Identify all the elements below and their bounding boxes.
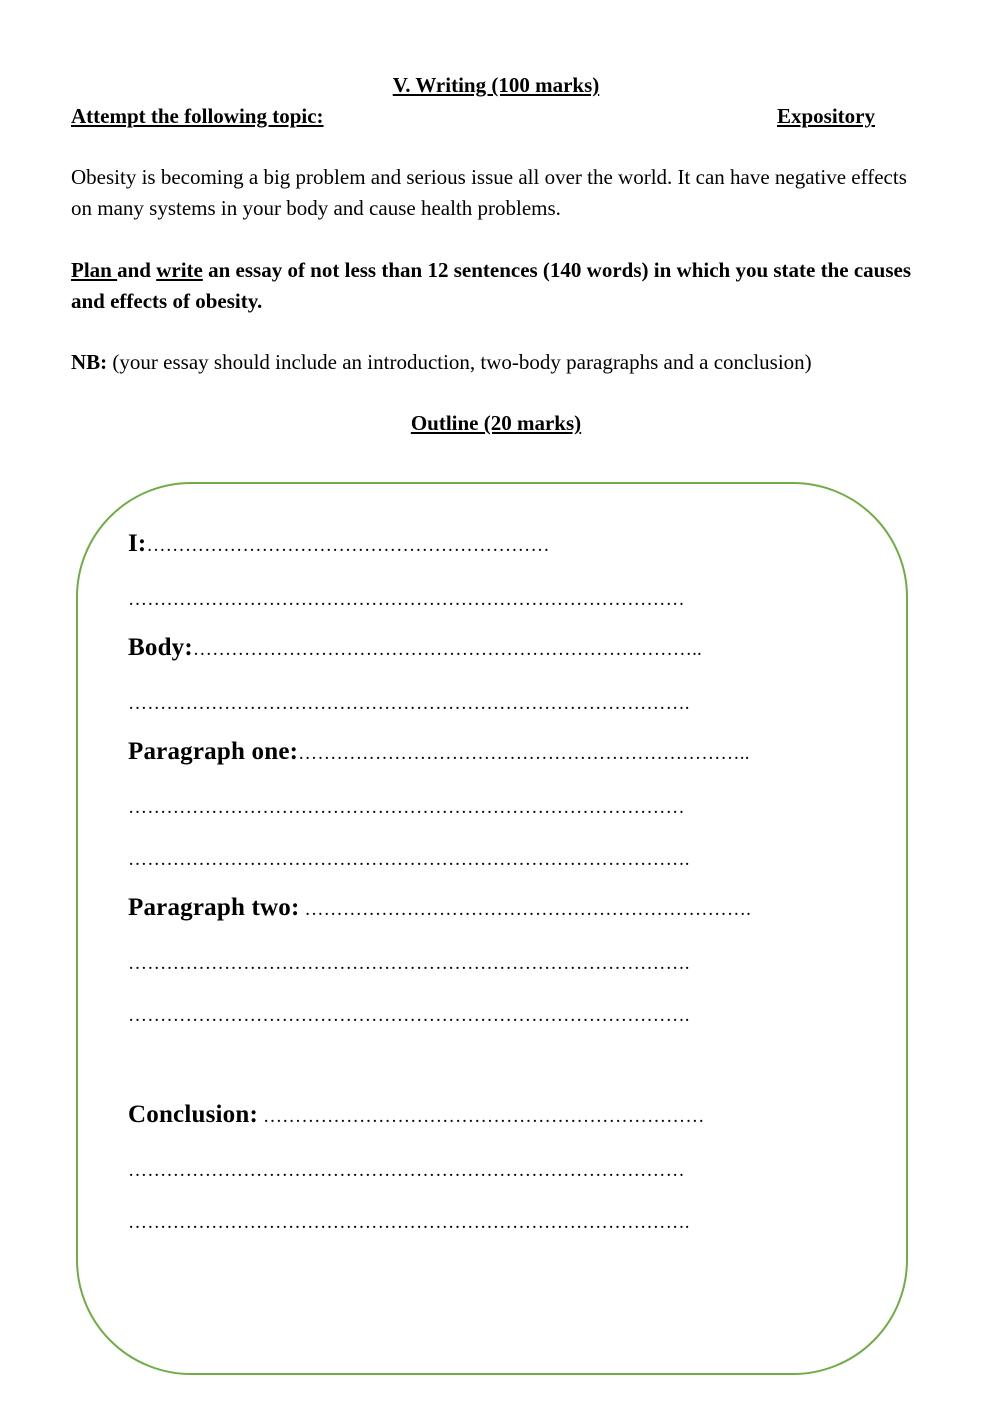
prompt-text: Obesity is becoming a big problem and serious issue all over the world. It can have negative effects on many systems in your body and cause health problems. (71, 165, 907, 220)
task-rest: an essay of not less than 12 sentences (140 words) in which you state the causes and effects of obesity. (71, 258, 912, 313)
intro-label: I: (128, 530, 147, 557)
task-write-word: write (156, 258, 203, 282)
paragraph-one-line-3[interactable] (128, 846, 868, 874)
intro-line-2[interactable] (128, 586, 868, 614)
intro-line[interactable] (128, 530, 868, 560)
paragraph-two-line-2[interactable] (128, 950, 868, 978)
conclusion-dots-3: ……………………………………………………………………………. (128, 1212, 690, 1233)
conclusion-dots-2: …………………………………………………………………………… (128, 1160, 685, 1181)
conclusion-label: Conclusion: (128, 1101, 259, 1128)
note-text: (your essay should include an introduction, two-body paragraphs and a conclusion) (107, 350, 812, 374)
conclusion-dots: …………………………………………………………… (258, 1106, 705, 1127)
outline-title: Outline (20 marks) (410, 411, 582, 435)
task-instruction (71, 255, 921, 317)
paragraph-one-dots-3: ……………………………………………………………………………. (128, 849, 690, 870)
task-plan-word: Plan (71, 258, 118, 282)
topic-row (71, 103, 875, 129)
topic-instruction: Attempt the following topic: (71, 104, 324, 128)
body-dots: …………………………………………………………………….. (192, 639, 703, 660)
paragraph-two-label: Paragraph two: (128, 894, 300, 921)
paragraph-one-line[interactable] (128, 738, 868, 768)
body-line[interactable] (128, 634, 868, 664)
paragraph-two-dots-2: ……………………………………………………………………………. (128, 953, 690, 974)
paragraph-two-line[interactable] (128, 894, 868, 924)
task-and-word: and (117, 258, 157, 282)
body-dots-2: ……………………………………………………………………………. (128, 693, 690, 714)
intro-dots: ……………………………………………………… (146, 535, 550, 556)
conclusion-line-2[interactable] (128, 1157, 868, 1185)
note (71, 347, 921, 378)
essay-type: Expository (776, 104, 875, 128)
paragraph-one-dots-2: …………………………………………………………………………… (128, 797, 685, 818)
intro-dots-2: …………………………………………………………………………… (128, 589, 685, 610)
body-label: Body: (128, 634, 193, 661)
paragraph-two-dots-3: ……………………………………………………………………………. (128, 1005, 690, 1026)
conclusion-line-3[interactable] (128, 1209, 868, 1237)
paragraph-two-dots: ……………………………………………………………. (299, 899, 752, 920)
paragraph-one-dots: …………………………………………………………….. (298, 743, 750, 764)
paragraph-two-line-3[interactable] (128, 1002, 868, 1030)
body-line-2[interactable] (128, 690, 868, 718)
conclusion-line[interactable] (128, 1101, 868, 1131)
note-label: NB: (71, 350, 108, 374)
paragraph-one-label: Paragraph one: (128, 738, 299, 765)
outline-box (76, 482, 908, 1375)
section-title: V. Writing (100 marks) (392, 73, 600, 97)
paragraph-one-line-2[interactable] (128, 794, 868, 822)
